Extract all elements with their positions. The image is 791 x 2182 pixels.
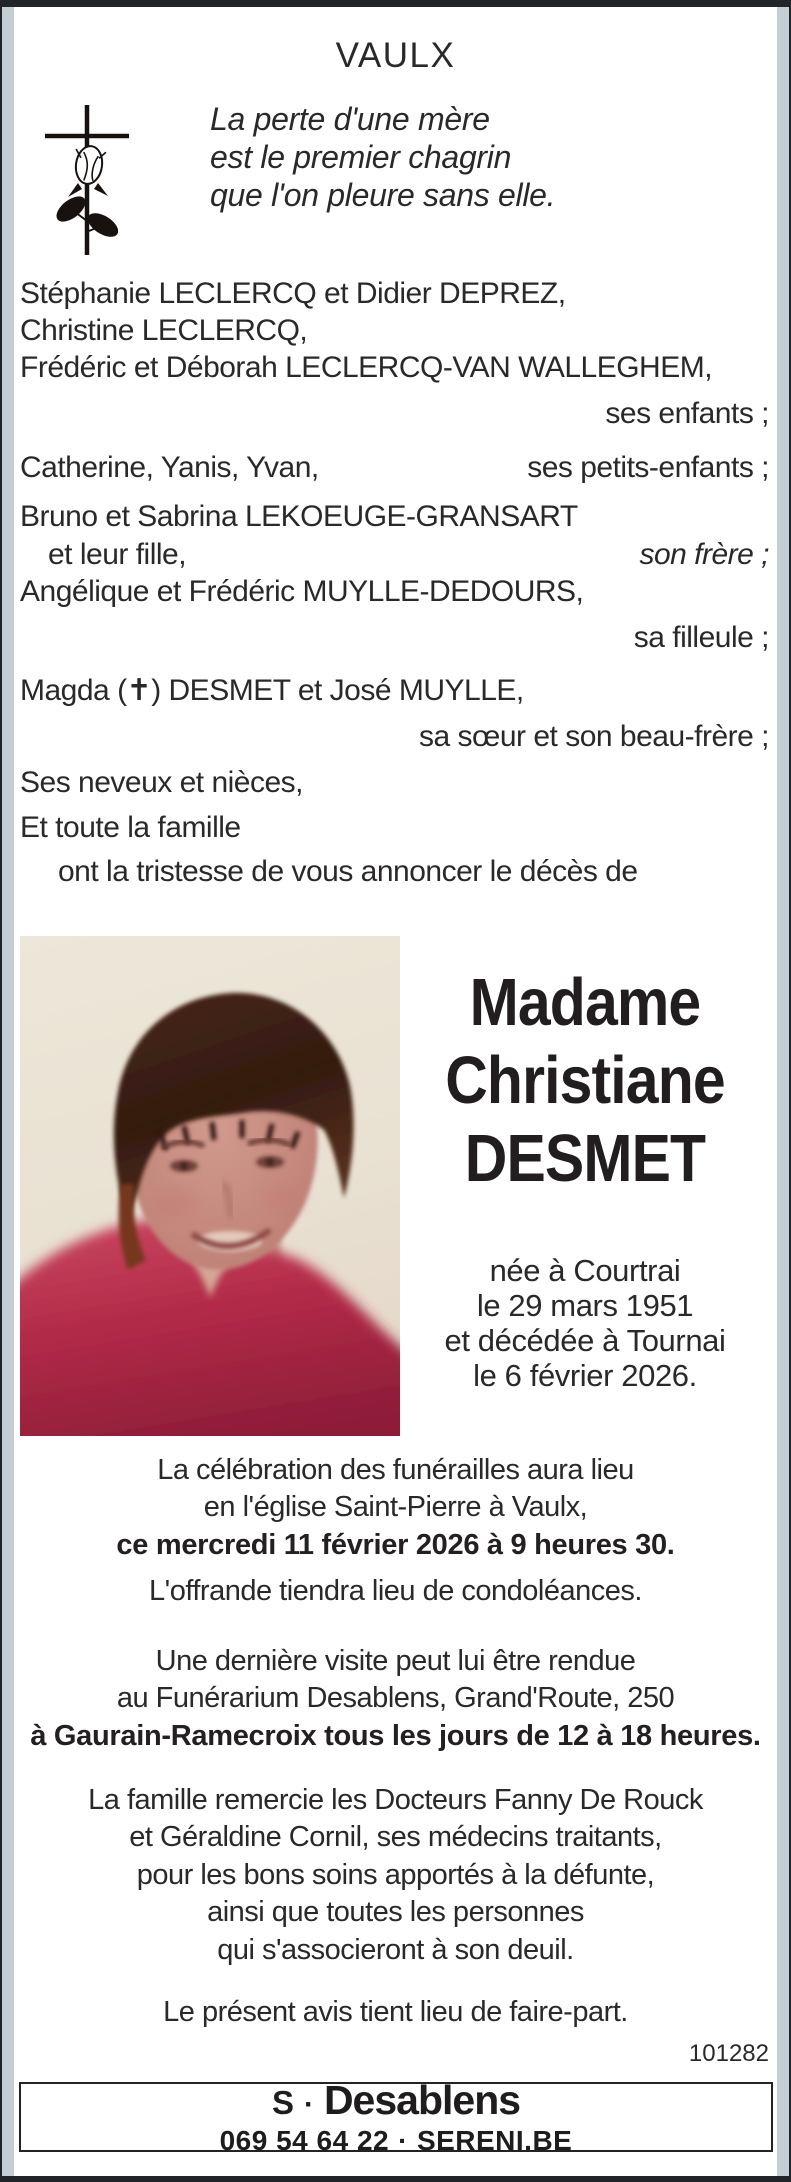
sereni-logo-icon: S [271,2084,294,2121]
website: SERENI.BE [416,2125,573,2156]
separator-dot: · [398,2125,408,2156]
family-line: et leur fille, son frère ; [48,538,769,571]
thanks-line: qui s'associeront à son deuil. [217,1934,574,1966]
funeral-home-logo [272,2077,520,2124]
gutter-left [2,7,14,2176]
family-relation: sa sœur et son beau-frère ; [419,720,769,753]
separator-dot: · [303,2088,314,2121]
deceased-last-name: DESMET [464,1121,706,1196]
family-line: Bruno et Sabrina LEKOEUGE-GRANSART [20,500,578,533]
family-line: Stéphanie LECLERCQ et Didier DEPREZ, [20,277,566,310]
family-line: Magda (✝) DESMET et José MUYLLE, [20,674,524,707]
cross-rose-icon [44,103,130,255]
visit-line: au Funérarium Desablens, Grand'Route, 250 [116,1682,675,1714]
phone-number: 069 54 64 22 [219,2125,390,2156]
town-heading: VAULX [335,36,456,75]
portrait-photo [20,936,400,1436]
frame-bottom [0,2176,791,2182]
thanks-line: et Géraldine Cornil, ses médecins traitants, [129,1821,662,1853]
offering-line: L'offrande tiendra lieu de condoléances. [149,1575,642,1607]
deceased-name [420,964,749,1198]
detail-line: le 29 mars 1951 [476,1288,694,1323]
funeral-home-name: Desablens [323,2077,521,2123]
birth-death-details [398,1253,772,1393]
family-line: Ses neveux et nièces, [20,766,304,799]
reference-number: 101282 [688,2040,769,2067]
family-line: Catherine, Yanis, Yvan, ses petits-enfants ; [20,451,769,484]
family-line: Christine LECLERCQ, [20,314,308,347]
faire-part-notice: Le présent avis tient lieu de faire-part. [163,1996,628,2028]
funeral-home-contact [220,2125,573,2157]
detail-line: née à Courtrai [489,1253,681,1288]
family-line: Angélique et Frédéric MUYLLE-DEDOURS, [20,575,584,608]
family-line: Et toute la famille [20,811,241,844]
announcement-line: ont la tristesse de vous annoncer le décès de [58,855,638,888]
quote-line: La perte d'une mère [210,101,490,137]
epitaph-quote [210,100,555,214]
detail-line: et décédée à Tournai [444,1323,726,1358]
detail-line: le 6 février 2026. [473,1358,697,1393]
ceremony-line: en l'église Saint-Pierre à Vaulx, [203,1491,588,1523]
deceased-first-name: Christiane [445,1043,725,1118]
thanks-line: La famille remercie les Docteurs Fanny De Rouck [88,1784,703,1816]
quote-line: que l'on pleure sans elle. [210,177,556,213]
family-relation: ses enfants ; [605,397,769,430]
quote-line: est le premier chagrin [210,139,512,175]
thanks-line: pour les bons soins apportés à la défunte, [136,1859,655,1891]
visit-line: Une dernière visite peut lui être rendue [155,1645,636,1677]
family-line: Frédéric et Déborah LECLERCQ-VAN WALLEGHEM, [20,351,713,384]
family-relation: sa filleule ; [633,621,769,654]
ceremony-line: La célébration des funérailles aura lieu [157,1454,634,1486]
gutter-right [777,7,789,2176]
thanks-line: ainsi que toutes les personnes [207,1896,584,1928]
deceased-title: Madame [469,965,701,1040]
funeral-home-box [19,2077,773,2156]
visit-hours-line: à Gaurain-Ramecroix tous les jours de 12 à 18 heures. [30,1720,761,1752]
ceremony-date-line: ce mercredi 11 février 2026 à 9 heures 30. [116,1529,675,1561]
frame-top [0,0,791,7]
